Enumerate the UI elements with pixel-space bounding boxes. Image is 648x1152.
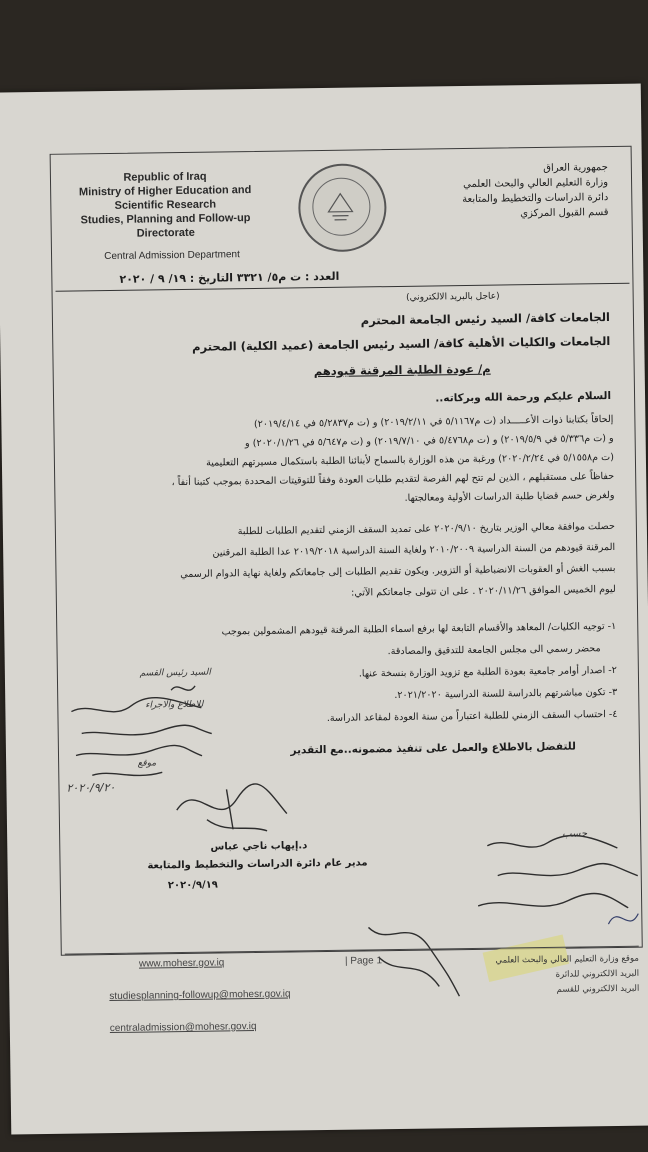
ar-header-line: دائرة الدراسات والتخطيط والمتابعة xyxy=(462,192,609,206)
item-line: ٤- احتساب السقف الزمني للطلبة اعتباراً من سنة العودة لمقاعد الدراسة. xyxy=(326,708,618,724)
para2-line: المرقنة قيودهم من السنة الدراسية ٢٠١٠/٢٠٠٩ ولغاية السنة الدراسية ٢٠١٩/٢٠١٨ عدا الطلبة المرقنين xyxy=(212,541,616,559)
seal-emblem xyxy=(298,163,383,248)
item-line: ١- توجيه الكليات/ المعاهد والأقسام التابعة لها برفع اسماء الطلبة المرقنة قيودهم المشمولين بموجب xyxy=(221,620,617,638)
en-line: Republic of Iraq xyxy=(123,170,207,184)
recipient-2: الجامعات والكليات الأهلية كافة/ السيد رئيس الجامعة (عميد الكلية) المحترم xyxy=(192,334,611,354)
signatory-name: د.إيهاب ناجي عباس xyxy=(210,840,308,853)
closing-line: للتفضل بالاطلاع والعمل على تنفيذ مضمونه..مع التقدير xyxy=(290,740,577,757)
ar-header-line: قسم القبول المركزي xyxy=(520,207,609,220)
page-number: | Page 1 xyxy=(344,955,383,967)
para2-line: بسبب الغش أو العقوبات الانضباطية أو التزوير. ويكون تقديم الطلبات إلى جامعاتكم ولغاية نهاية الدوام الرسمي xyxy=(180,562,616,581)
para1-line: حفاظاً على مستقبلهم ، الذين لم تتح لهم الفرصة لتقديم طلبات العودة وفقاً للتوقيتات المحددة بموجب كتبنا أنفاً ، xyxy=(171,470,615,489)
para2-line: ليوم الخميس الموافق ٢٠٢٠/١١/٢٦ . على ان تتولى جامعاتكم الآتي: xyxy=(351,583,616,599)
signature-date: ٢٠٢٠/٩/١٩ xyxy=(167,879,218,892)
signatory-title: مدير عام دائرة الدراسات والتخطيط والمتابعة xyxy=(147,857,368,872)
document-number-date: العدد : ت م٥/ ٣٣٢١ التاريخ : ١٩/ ٩ / ٢٠٢٠ xyxy=(119,269,340,286)
handwritten-note-3: موقع xyxy=(137,758,157,769)
department-english: Central Admission Department xyxy=(104,249,240,263)
admission-email-link[interactable]: centraladmission@mohesr.gov.iq xyxy=(109,1021,257,1035)
handwritten-date: ٢٠٢٠/٩/٢٠ xyxy=(66,780,116,795)
signature-scribble xyxy=(166,768,307,840)
footer-arabic xyxy=(479,952,640,999)
paragraph-2 xyxy=(63,516,616,608)
en-line: Directorate xyxy=(136,226,195,240)
ministry-seal xyxy=(298,163,387,252)
handwritten-note-1: السيد رئيس القسم xyxy=(139,667,211,679)
para2-line: حصلت موافقة معالي الوزير بتاريخ ٢٠٢٠/٩/١٠ على تمديد السقف الزمني لتقديم الطلبات للطلبة xyxy=(237,520,615,538)
item-line: محضر رسمي الى مجلس الجامعة للتدقيق والمصادقة. xyxy=(387,643,601,658)
website-link[interactable]: www.mohesr.gov.iq xyxy=(138,957,225,970)
handwritten-note-2: للاطلاع والاجراء xyxy=(145,699,204,711)
document-page xyxy=(0,84,648,1135)
header-arabic xyxy=(428,160,609,223)
footer-ar-line: البريد الالكتروني للدائرة xyxy=(555,968,640,980)
para1-line: و (ت م٥/٣٣٦ في ٢٠١٩/٥/٩) و (ت م٥/٤٧٦٨ في ٢٠١٩/٧/١٠) و (ت م٥/٦٤٧ في ٢٠٢٠/١/٢٦) و xyxy=(244,432,614,450)
en-line: Scientific Research xyxy=(114,198,217,212)
para1-line: (ت م٥/١٥٥٨ في ٢٠٢٠/٢/٢٤) ورغبة من هذه الوزارة بالسماح لأبنائنا الطلبة باستكمال مسيرتهم التعليمية xyxy=(205,451,614,469)
footer-ar-line: موقع وزارة التعليم العالي والبحث العلمي xyxy=(495,953,639,966)
ar-header-line: جمهورية العراق xyxy=(543,162,608,174)
handwritten-right-text: حسب xyxy=(562,828,588,840)
para1-line: ولغرض حسم قضايا طلبة الدراسات الأولية ومعالجتها. xyxy=(404,489,615,504)
greeting: السلام عليكم ورحمة الله وبركاته.. xyxy=(435,389,612,405)
item-line: ٢- اصدار أوامر جامعية بعودة الطلبة مع تزويد الوزارة بنسخة عنها. xyxy=(358,664,617,680)
letter-subject: م/ عودة الطلبة المرقنة قيودهم xyxy=(313,361,491,379)
en-line: Studies, Planning and Follow-up xyxy=(80,212,251,227)
header-english xyxy=(70,169,261,242)
planning-email-link[interactable]: studiesplanning-followup@mohesr.gov.iq xyxy=(109,988,291,1003)
en-line: Ministry of Higher Education and xyxy=(78,184,252,199)
paragraph-1 xyxy=(61,410,614,513)
para1-line: إلحاقاً بكتابنا ذوات الأعـــــداد (ت م٥/١١٦٧ في ٢٠١٩/٢/١١) و (ت م٥/٢٨٣٧ في ٢٠١٩/٤/١٤) xyxy=(253,413,614,430)
urgent-note: (عاجل بالبريد الالكتروني) xyxy=(406,291,500,303)
item-line: ٣- تكون مباشرتهم بالدراسة للسنة الدراسية ٢٠٢١/٢٠٢٠. xyxy=(394,686,618,702)
recipient-1: الجامعات كافة/ السيد رئيس الجامعة المحترم xyxy=(360,310,611,328)
ar-header-line: وزارة التعليم العالي والبحث العلمي xyxy=(463,177,609,191)
handwritten-right-note xyxy=(467,804,648,956)
footer-ar-line: البريد الالكتروني للقسم xyxy=(556,983,640,995)
